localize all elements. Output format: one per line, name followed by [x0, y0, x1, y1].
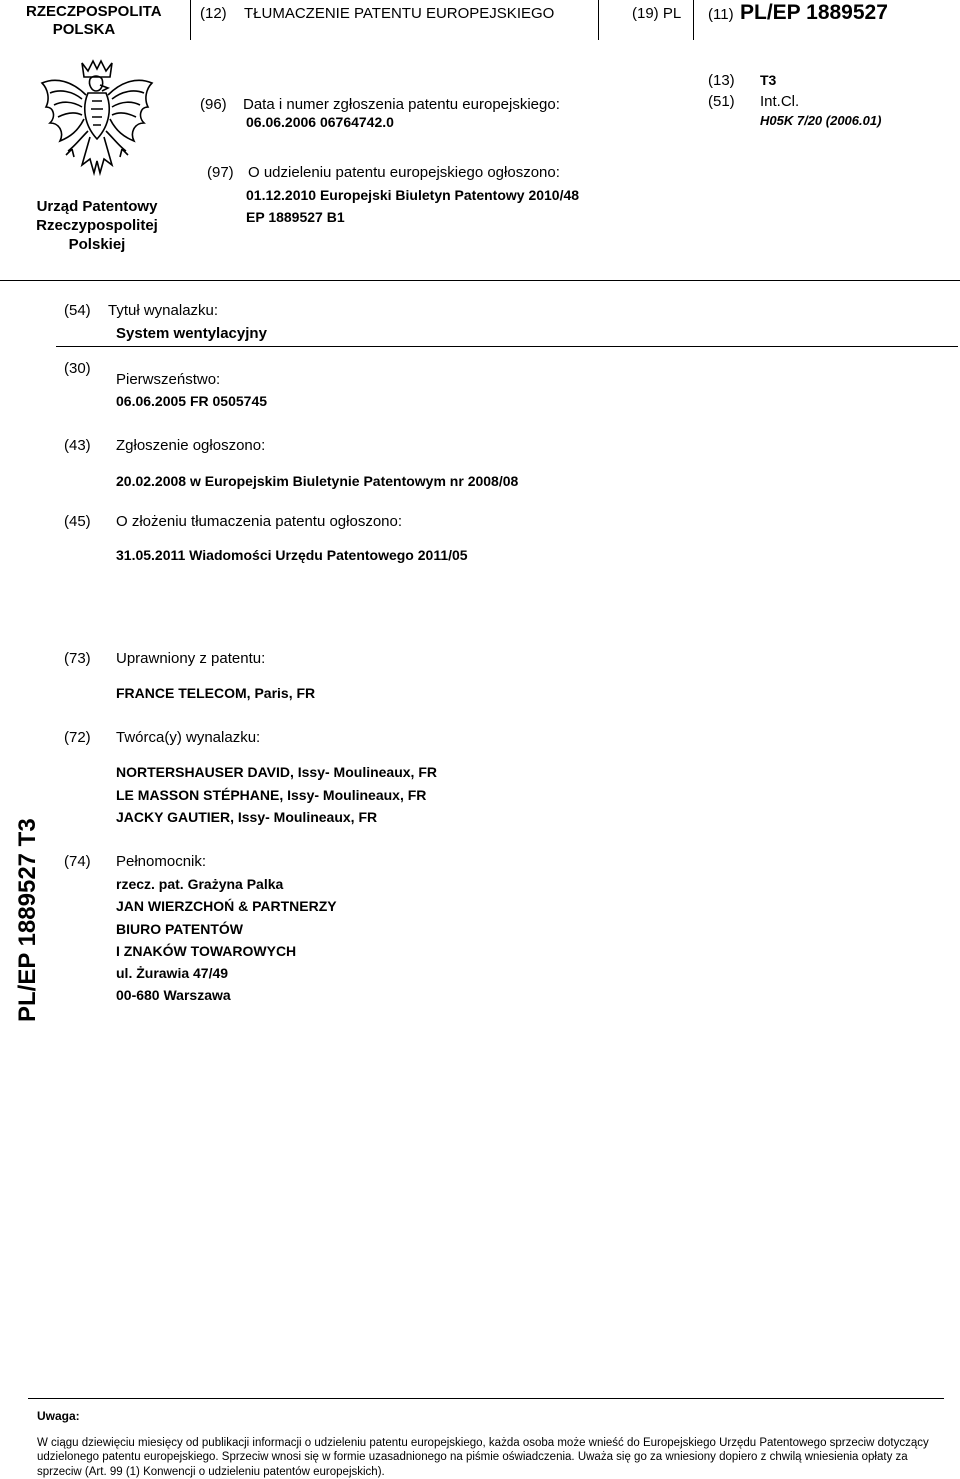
office-line1: Urząd Patentowy	[36, 198, 158, 215]
document-type: TŁUMACZENIE PATENTU EUROPEJSKIEGO	[244, 5, 555, 22]
field-73-label: Uprawniony z patentu:	[116, 650, 266, 667]
code-12: (12)	[200, 5, 227, 22]
header-divider-2	[598, 0, 599, 40]
field-97-value2: EP 1889527 B1	[246, 209, 345, 225]
header-divider-1	[190, 0, 191, 40]
field-43-label: Zgłoszenie ogłoszono:	[116, 437, 266, 454]
field-43-value: 20.02.2008 w Europejskim Biuletynie Patentowym nr 2008/08	[116, 473, 519, 489]
office-line2: Rzeczypospolitej	[36, 217, 158, 234]
field-74-label: Pełnomocnik:	[116, 853, 207, 870]
notice-rule	[28, 1398, 944, 1399]
field-30-label: Pierwszeństwo:	[116, 371, 221, 388]
field-97-code: (97)	[207, 164, 234, 181]
field-96-value: 06.06.2006 06764742.0	[246, 114, 394, 130]
agent-item: 00-680 Warszawa	[116, 987, 231, 1004]
field-51-value: H05K 7/20 (2006.01)	[760, 113, 882, 128]
polish-eagle-emblem-icon	[38, 55, 156, 183]
field-72-code: (72)	[64, 729, 91, 746]
notice-title: Uwaga:	[37, 1409, 80, 1423]
side-patent-label: PL/EP 1889527 T3	[14, 818, 41, 1022]
country-line2: POLSKA	[52, 21, 116, 38]
header-rule	[0, 280, 960, 281]
inventor-list	[116, 764, 437, 832]
field-45-code: (45)	[64, 513, 91, 530]
country-name	[26, 3, 162, 39]
header-divider-3	[693, 0, 694, 40]
notice-text: W ciągu dziewięciu miesięcy od publikacji informacji o udzieleniu patentu europejskiego, każda osoba może wnieść do Europejskiego Urzędu Patentowego sprzeciw dotyczący udzielonego patentu europejskiego. Sprzeciw wnosi się w formie uzasadnionego na piśmie oświadczenia. Uważa się go za wniesiony dopiero z chwilą wniesienia opłaty za sprzeciw (Art. 99 (1) Konwencji o udzieleniu patentów europejskich).	[37, 1437, 929, 1478]
agent-list	[116, 876, 337, 1010]
agent-item: I ZNAKÓW TOWAROWYCH	[116, 942, 297, 959]
field-97-value1: 01.12.2010 Europejski Biuletyn Patentowy 2010/48	[246, 187, 580, 203]
office-line3: Polskiej	[68, 236, 126, 253]
field-45-value: 31.05.2011 Wiadomości Urzędu Patentowego 2011/05	[116, 547, 468, 563]
agent-item: JAN WIERZCHOŃ & PARTNERZY	[116, 898, 337, 915]
country-line1: RZECZPOSPOLITA	[26, 3, 162, 20]
field-43-code: (43)	[64, 437, 91, 454]
field-54-value: System wentylacyjny	[116, 325, 267, 342]
inventor-item: JACKY GAUTIER, Issy- Moulineaux, FR	[116, 809, 378, 825]
patent-number: PL/EP 1889527	[740, 1, 888, 24]
field-45-label: O złożeniu tłumaczenia patentu ogłoszono:	[116, 513, 403, 530]
field-30-value: 06.06.2005 FR 0505745	[116, 393, 268, 409]
field-30-code: (30)	[64, 360, 91, 377]
field-96-code: (96)	[200, 96, 227, 113]
field-51-code: (51)	[708, 93, 735, 110]
field-54-label: Tytuł wynalazku:	[108, 302, 219, 319]
title-rule	[56, 346, 958, 347]
inventor-item: NORTERSHAUSER DAVID, Issy- Moulineaux, FR	[116, 764, 438, 780]
field-97-label: O udzieleniu patentu europejskiego ogłoszono:	[248, 164, 560, 181]
agent-item: ul. Żurawia 47/49	[116, 965, 229, 982]
code-19: (19) PL	[632, 5, 682, 22]
code-11: (11)	[708, 6, 734, 23]
field-54-code: (54)	[64, 302, 91, 319]
field-13-value: T3	[760, 72, 777, 88]
agent-item: BIURO PATENTÓW	[116, 920, 244, 937]
field-72-label: Twórca(y) wynalazku:	[116, 729, 261, 746]
field-74-code: (74)	[64, 853, 91, 870]
field-96-label: Data i numer zgłoszenia patentu europejskiego:	[243, 96, 560, 113]
field-13-code: (13)	[708, 72, 735, 89]
field-73-value: FRANCE TELECOM, Paris, FR	[116, 685, 316, 701]
field-73-code: (73)	[64, 650, 91, 667]
office-name	[22, 197, 172, 254]
agent-item: rzecz. pat. Grażyna Palka	[116, 876, 284, 892]
field-51-label: Int.Cl.	[760, 93, 800, 110]
inventor-item: LE MASSON STÉPHANE, Issy- Moulineaux, FR	[116, 786, 427, 803]
